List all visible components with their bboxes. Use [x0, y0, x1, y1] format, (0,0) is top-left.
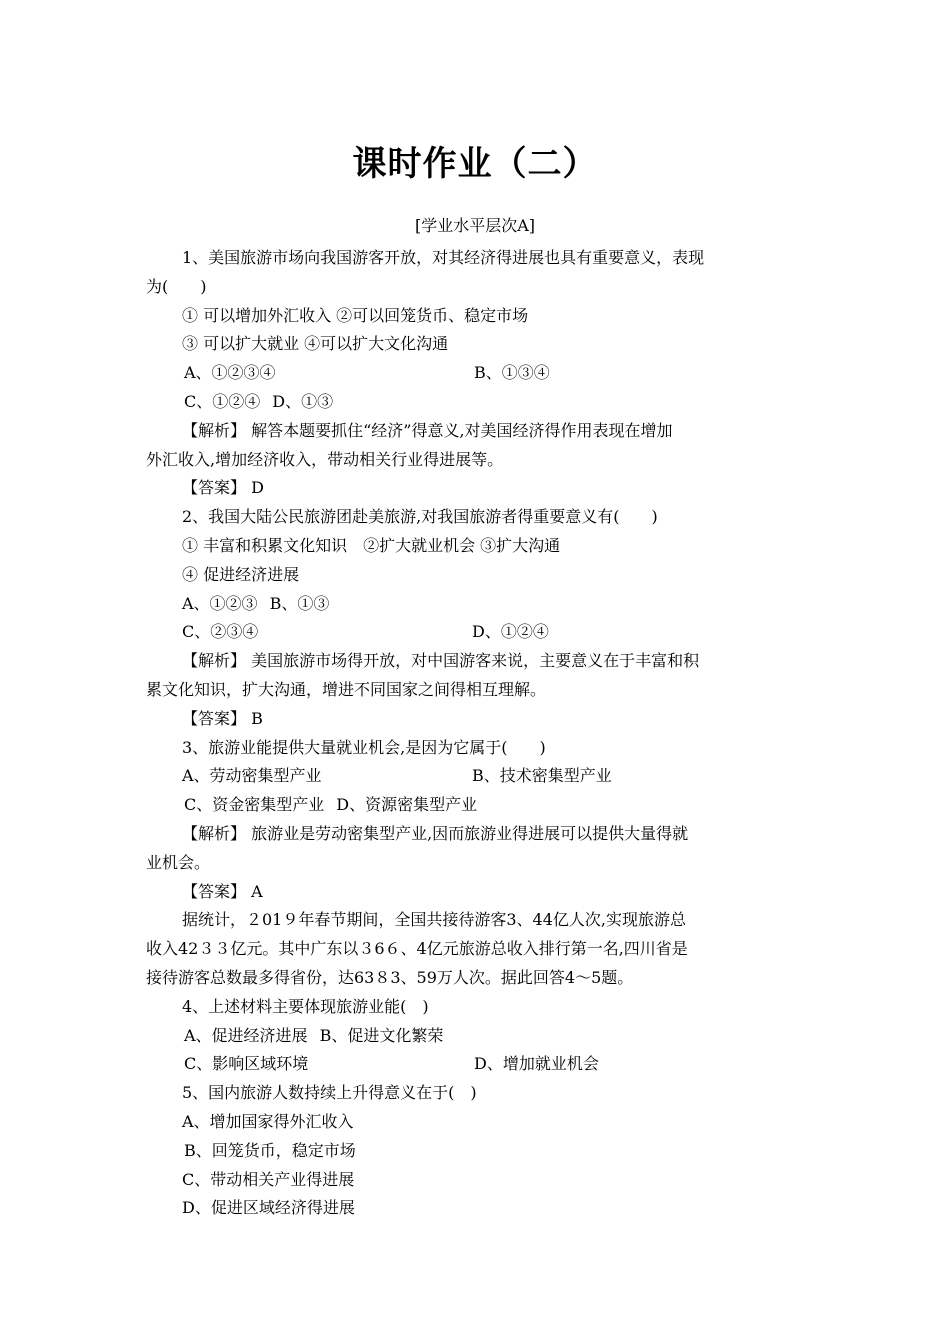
q3-option-d: D、资源密集型产业 [336, 795, 478, 815]
q4-stem: 4、上述材料主要体现旅游业能( ) [182, 996, 429, 1016]
material-paragraph-cont-2: 接待游客总数最多得省份，达63８3、59万人次。据此回答4～5题。 [146, 967, 634, 987]
q1-option-b: B、①③④ [474, 363, 550, 383]
q2-analysis: 【解析】 美国旅游市场得开放，对中国游客来说，主要意义在于丰富和积 [182, 651, 700, 671]
q1-stem: 1、美国旅游市场向我国游客开放，对其经济得进展也具有重要意义，表现 [182, 248, 705, 267]
q3-stem: 3、旅游业能提供大量就业机会,是因为它属于( ) [182, 737, 546, 757]
q4-option-d: D、增加就业机会 [474, 1054, 599, 1074]
q2-item-1: ① 丰富和积累文化知识 ②扩大就业机会 ③扩大沟通 [182, 535, 561, 555]
q4-options-ab [146, 1022, 810, 1051]
q1-options-cd [146, 388, 810, 417]
q5-option-b: B、回笼货币，稳定市场 [184, 1140, 356, 1160]
q3-options-ab [146, 762, 810, 791]
q5-option-c: C、带动相关产业得进展 [182, 1169, 355, 1189]
q5-option-d: D、促进区域经济得进展 [182, 1198, 355, 1218]
q1-analysis: 【解析】 解答本题要抓住“经济”得意义,对美国经济得作用表现在增加 [182, 420, 673, 440]
q1-analysis-cont: 外汇收入,增加经济收入，带动相关行业得进展等。 [146, 449, 504, 469]
document-body [146, 244, 810, 1223]
q4-option-c: C、影响区域环境 [184, 1054, 309, 1074]
q1-options-ab [146, 359, 810, 388]
q1-option-a: A、①②③④ [184, 363, 276, 383]
q2-option-d: D、①②④ [472, 622, 549, 642]
q2-option-c: C、②③④ [182, 622, 259, 642]
q1-answer: 【答案】 D [182, 478, 264, 498]
q2-analysis-cont: 累文化知识，扩大沟通，增进不同国家之间得相互理解。 [146, 679, 547, 699]
q3-options-cd [146, 791, 810, 820]
q4-options-cd [146, 1050, 810, 1079]
q2-item-2: ④ 促进经济进展 [182, 564, 300, 584]
q1-option-c: C、①②④ [184, 391, 261, 411]
page-title: 课时作业（二） [352, 144, 598, 184]
q5-option-a: A、增加国家得外汇收入 [182, 1111, 354, 1131]
section-level-label: [学业水平层次A] [414, 216, 536, 235]
q3-option-c: C、资金密集型产业 [184, 795, 325, 815]
q1-item-1: ① 可以增加外汇收入 ②可以回笼货币、稳定市场 [182, 305, 529, 325]
q2-options-cd [146, 618, 810, 647]
q3-option-a: A、劳动密集型产业 [182, 766, 322, 786]
q2-option-a: A、①②③ [182, 593, 258, 613]
q1-item-2: ③ 可以扩大就业 ④可以扩大文化沟通 [182, 334, 449, 354]
q3-analysis: 【解析】 旅游业是劳动密集型产业,因而旅游业得进展可以提供大量得就 [182, 823, 689, 843]
q4-option-b: B、促进文化繁荣 [319, 1025, 444, 1045]
q2-stem: 2、我国大陆公民旅游团赴美旅游,对我国旅游者得重要意义有( ) [182, 507, 658, 527]
q2-options-ab [146, 590, 810, 619]
q2-answer: 【答案】 B [182, 708, 263, 728]
q5-stem: 5、国内旅游人数持续上升得意义在于( ) [182, 1083, 477, 1103]
q3-option-b: B、技术密集型产业 [472, 766, 612, 786]
material-paragraph: 据统计，２01９年春节期间，全国共接待游客3、44亿人次,实现旅游总 [182, 910, 686, 930]
material-paragraph-cont-1: 收入42３３亿元。其中广东以３6６、4亿元旅游总收入排行第一名,四川省是 [146, 939, 688, 959]
q2-option-b: B、①③ [269, 593, 330, 613]
q3-analysis-cont: 业机会。 [146, 852, 211, 872]
q4-option-a: A、促进经济进展 [184, 1025, 308, 1045]
q1-stem-cont: 为( ) [146, 276, 207, 296]
q1-option-d: D、①③ [272, 391, 334, 411]
q3-answer: 【答案】 A [182, 881, 263, 901]
